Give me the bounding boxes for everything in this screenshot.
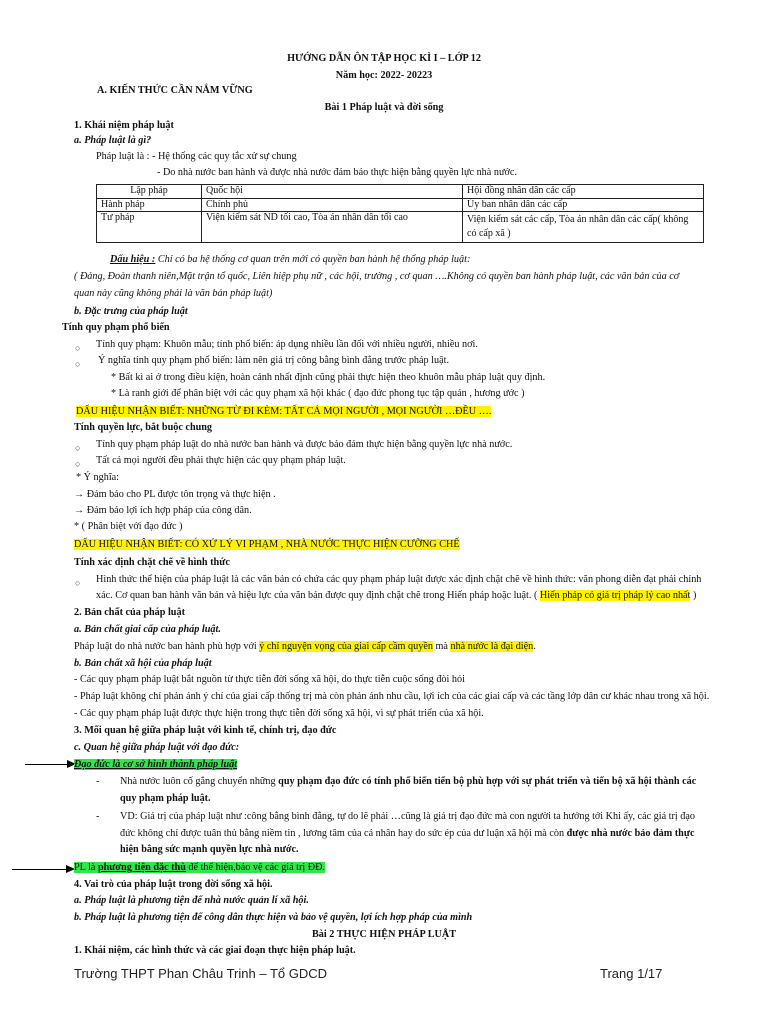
highlight-text: DẤU HIỆU NHẬN BIẾT: NHỮNG TỪ ĐI KÈM: TẤT CẢ MỌI NGƯỜI , MỌI NGƯỜI …ĐỀU …. <box>76 406 492 417</box>
lesson2-title: Bài 2 THỰC HIỆN PHÁP LUẬT <box>311 929 457 940</box>
table-cell: Hành pháp <box>97 198 202 212</box>
pl-text: PL là <box>74 862 98 873</box>
tqp-title: Tính quy phạm phổ biến <box>62 322 170 333</box>
tqp-item-3: * Bất kì ai ở trong điều kiện, hoàn cảnh nhất định cũng phải thực hiện theo khuôn mẫu pháp luật quy định. <box>111 372 546 383</box>
tql-item-1: Tính quy phạm pháp luật do nhà nước ban hành và được bảo đảm thực hiện bằng quyền lực nhà nước. <box>96 439 513 450</box>
table-row <box>97 185 704 199</box>
heading-4a: a. Pháp luật là phương tiện để nhà nước quản lí xã hội. <box>74 895 309 906</box>
bc-text: Pháp luật do nhà nước ban hành phù hợp với <box>74 641 260 652</box>
arrow-right-icon <box>25 764 74 765</box>
lesson2-heading-1: 1. Khái niệm, các hình thức và các giai đoạn thực hiện pháp luật. <box>74 945 356 956</box>
heading-2a: a. Bản chất giai cấp của pháp luật. <box>74 624 221 635</box>
dd-line-1 <box>120 775 696 788</box>
footer-page-number: Trang 1/17 <box>600 966 663 981</box>
tql-title: Tính quyền lực, bắt buộc chung <box>74 422 213 433</box>
arrow-right-icon <box>12 869 73 870</box>
footer-school: Trường THPT Phan Châu Trinh – Tổ GDCD <box>74 966 328 981</box>
circle-bullet-icon: ○ <box>75 443 81 453</box>
highlight-sign-2 <box>74 538 460 551</box>
table-cell: Ủy ban nhân dân các cấp <box>463 198 704 212</box>
table-cell: Tư pháp <box>97 212 202 243</box>
heading-3: 3. Mối quan hệ giữa pháp luật với kinh tế, chính trị, đạo đức <box>74 725 337 736</box>
sign-label: Dấu hiệu : <box>110 254 156 265</box>
txd-line-1: Hình thức thể hiện của pháp luật là các văn bản có chứa các quy phạm pháp luật được xác định chặt chẽ về hình thức: văn phong diễn đạt phải chính <box>96 574 702 585</box>
heading-1b: b. Đặc trưng của pháp luật <box>74 306 188 317</box>
bc-line <box>74 640 536 653</box>
tqp-item-2: Ý nghĩa tính quy phạm phổ biến: làm nên giá trị công bằng bình đẳng trước pháp luật. <box>98 355 449 366</box>
txd-text: ) <box>690 590 697 601</box>
dash-bullet: - <box>96 811 100 822</box>
circle-bullet-icon: ○ <box>75 343 81 353</box>
highlight-text: ý chí nguyện vọng của giai cấp cầm quyền <box>259 641 433 652</box>
pl-bold: phương tiện đặc thù <box>97 862 186 873</box>
green-highlight-2 <box>74 861 325 874</box>
highlight-sign-1 <box>76 405 491 418</box>
heading-4b: b. Pháp luật là phương tiện để công dân thực hiện và bảo vệ quyền, lợi ích hợp pháp của mình <box>74 912 473 923</box>
table-cell: Chính phủ <box>202 198 463 212</box>
tqp-item-4: * Là ranh giới để phân biệt với các quy phạm xã hội khác ( đạo đức phong tục tập quán , hương ước ) <box>111 388 525 399</box>
table-cell: Lập pháp <box>97 185 202 199</box>
table-cell: Quốc hội <box>202 185 463 199</box>
definition-line-1: Pháp luật là : - Hệ thống các quy tắc xử sự chung <box>96 151 297 162</box>
table-row <box>97 212 704 243</box>
tql-item-5: → Đảm bảo lợi ích hợp pháp của công dân. <box>74 505 252 516</box>
circle-bullet-icon: ○ <box>75 578 81 588</box>
note-line-1: ( Đảng, Đoàn thanh niên,Mặt trận tổ quốc, Liên hiệp phụ nữ , các hội, trường , cơ quan ….Không có quyền ban hành pháp luật, các văn bản của cơ <box>74 271 680 282</box>
doc-title: HƯỚNG DẪN ÔN TẬP HỌC KÌ I – LỚP 12 <box>287 53 481 64</box>
authority-table <box>96 184 704 243</box>
heading-2: 2. Bản chất của pháp luật <box>74 607 185 618</box>
heading-2b: b. Bản chất xã hội của pháp luật <box>74 658 212 669</box>
sign-text: Chỉ có ba hệ thống cơ quan trên mới có quyền ban hành hệ thống pháp luật: <box>155 254 471 265</box>
vd-line-1: VD: Giá trị của pháp luật như :công bằng bình đẳng, tự do lẽ phải …cũng là giá trị đạo đức mà con người ta hướng tới Khi ấy, các giá trị đạo <box>120 811 695 822</box>
note-line-2: quan này cũng không phải là văn bản pháp luật) <box>74 288 273 299</box>
lesson1-title: Bài 1 Pháp luật và đời sống <box>324 102 444 113</box>
txd-line-2 <box>96 589 696 602</box>
heading-1a: a. Pháp luật là gì? <box>74 135 152 146</box>
bx-line-2: - Pháp luật không chỉ phản ánh ý chí của giai cấp thống trị mà còn phản ánh nhu cầu, lợi ích của các giai cấp và các tầng lớp dân cư khác nhau trong xã hội. <box>74 691 710 702</box>
circle-bullet-icon: ○ <box>75 459 81 469</box>
definition-line-2: - Do nhà nước ban hành và được nhà nước đảm bảo thực hiện bằng quyền lực nhà nước. <box>157 167 517 178</box>
tql-item-3: * Ý nghĩa: <box>76 472 120 483</box>
vd-bold: được nhà nước bảo đảm thực <box>566 828 695 839</box>
table-row <box>97 198 704 212</box>
circle-bullet-icon: ○ <box>75 359 81 369</box>
highlight-text: Hiến pháp có giá trị pháp lý cao nhất <box>539 590 691 601</box>
dd-line-2: quy phạm pháp luật. <box>120 793 211 804</box>
highlight-text <box>74 862 325 873</box>
vd-line-2 <box>120 827 694 840</box>
dd-text: Nhà nước luôn cố gắng chuyển những <box>120 776 279 787</box>
txd-text: xác. Cơ quan ban hành văn bản và hiệu lực của văn bản được quy định chặt chẽ trong Hiến pháp hoặc luật. ( <box>96 590 540 601</box>
green-highlight-1 <box>74 758 237 771</box>
bc-text: mà <box>432 641 451 652</box>
heading-4: 4. Vai trò của pháp luật trong đời sống xã hội. <box>74 879 273 890</box>
tql-item-6: * ( Phân biệt với đạo đức ) <box>74 521 183 532</box>
tql-item-2: Tất cả mọi người đều phải thực hiện các quy phạm pháp luật. <box>96 455 346 466</box>
tql-item-4: → Đảm bảo cho PL được tôn trọng và thực hiện . <box>74 489 276 500</box>
highlight-text: nhà nước là đại diện <box>450 641 534 652</box>
dd-bold: quy phạm đạo đức có tính phổ biến tiến bộ phù hợp với sự phát triển và tiến bộ xã hội thành các <box>278 776 697 787</box>
highlight-text: Đạo đức là cơ sở hình thành pháp luật <box>74 759 238 770</box>
bx-line-3: - Các quy phạm pháp luật được thực hiện trong thực tiễn đời sống xã hội, vì sự phát triển của xã hội. <box>74 708 484 719</box>
section-a-heading: A. KIẾN THỨC CẦN NẮM VỮNG <box>97 85 253 96</box>
tqp-item-1: Tính quy phạm: Khuôn mẫu; tính phổ biến: áp dụng nhiều lần đối với nhiều người, nhiều nơi. <box>96 339 478 350</box>
vd-text: đức không chỉ được tuân thủ bằng niềm tin , lương tâm của cá nhân hay do sức ép của dư luận xã hội mà còn <box>120 828 567 839</box>
txd-title: Tính xác định chặt chẽ về hình thức <box>74 557 230 568</box>
heading-3c: c. Quan hệ giữa pháp luật với đạo đức: <box>74 742 240 753</box>
table-cell: Hội đồng nhân dân các cấp <box>463 185 704 199</box>
dash-bullet: - <box>96 776 100 787</box>
sign-line <box>110 253 470 266</box>
bx-line-1: - Các quy phạm pháp luật bắt nguồn từ thực tiễn đời sống xã hội, do thực tiễn cuộc sống đòi hỏi <box>74 674 465 685</box>
table-cell: Viện kiểm sát ND tối cao, Tòa án nhân dân tối cao <box>202 212 463 243</box>
heading-1: 1. Khái niệm pháp luật <box>74 120 174 131</box>
table-cell: Viện kiểm sát các cấp, Tòa án nhân dân các cấp( không có cấp xã ) <box>463 212 704 243</box>
school-year: Năm học: 2022- 20223 <box>335 70 433 81</box>
vd-line-3: hiện bằng sức mạnh quyền lực nhà nước. <box>120 844 299 855</box>
pl-text: để thể hiện,bảo vệ các giá trị ĐĐ. <box>185 862 326 873</box>
highlight-text: DẤU HIỆU NHẬN BIẾT: CÓ XỬ LÝ VI PHẠM , NHÀ NƯỚC THỰC HIỆN CƯỠNG CHẾ <box>74 539 460 550</box>
bc-text: . <box>533 641 536 652</box>
